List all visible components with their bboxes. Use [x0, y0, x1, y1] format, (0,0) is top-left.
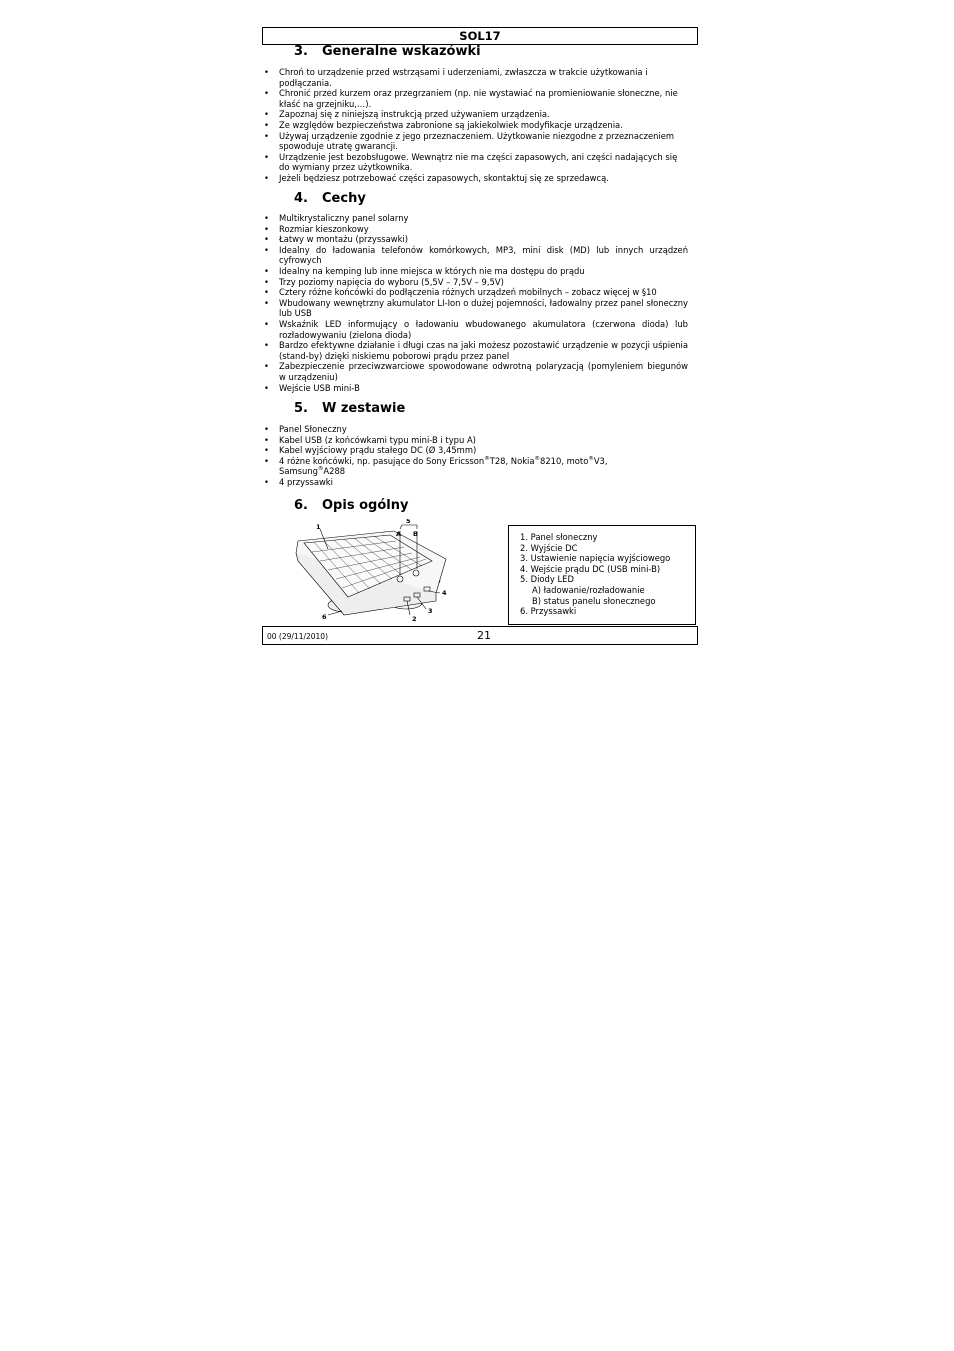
callout-6: 6 [322, 613, 327, 621]
model-name: SOL17 [459, 29, 501, 43]
callout-4: 4 [442, 589, 447, 597]
legend-item: 6. Przyssawki [520, 606, 577, 617]
page-footer [262, 626, 698, 645]
callout-b: B [413, 530, 418, 538]
list-item: • Jeżeli będziesz potrzebować części zapasowych, skontaktuj się ze sprzedawcą. [262, 173, 688, 184]
section-heading-3: 3. Generalne wskazówki [294, 44, 481, 59]
list-item: • Urządzenie jest bezobsługowe. Wewnątrz nie ma części zapasowych, ani części nadających się do wymiany przez użytkownika. [262, 152, 688, 173]
callout-2: 2 [412, 615, 417, 623]
callout-a: A [396, 530, 402, 538]
callout-1: 1 [316, 523, 321, 531]
section-heading-4: 4. Cechy [294, 191, 366, 206]
list-item-adapter-tips: • 4 różne końcówki, np. pasujące do Sony Ericsson®T28, Nokia®8210, moto®V3, Samsung®A288 [262, 456, 688, 477]
section-heading-6: 6. Opis ogólny [294, 498, 409, 513]
list-item: • Idealny na kemping lub inne miejsca w których nie ma dostępu do prądu [262, 266, 688, 277]
legend-item: 4. Wejście prądu DC (USB mini-B) [520, 563, 661, 574]
list-item: • Multikrystaliczny panel solarny [262, 213, 688, 224]
list-item: • Wbudowany wewnętrzny akumulator LI-Ion o dużej pojemności, ładowalny przez panel słoneczny lub USB [262, 298, 688, 319]
list-item: • Kabel wyjściowy prądu stałego DC (Ø 3,45mm) [262, 445, 688, 456]
page-header [262, 27, 698, 45]
list-features [262, 213, 688, 393]
list-item: • Ze względów bezpieczeństwa zabronione są jakiekolwiek modyfikacje urządzenia. [262, 120, 688, 131]
legend-item: 5. Diody LED [520, 574, 574, 585]
list-item: • Trzy poziomy napięcia do wyboru (5,5V – 7,5V – 9,5V) [262, 277, 688, 288]
list-item: • Cztery różne końcówki do podłączenia różnych urządzeń mobilnych – zobacz więcej w §10 [262, 287, 688, 298]
list-item: • Wejście USB mini-B [262, 383, 688, 394]
list-package-contents [262, 424, 688, 488]
list-item: • Zapoznaj się z niniejszą instrukcją przed używaniem urządzenia. [262, 109, 688, 120]
page-number: 21 [477, 629, 491, 642]
section-heading-5: 5. W zestawie [294, 401, 406, 416]
list-item: • 4 przyssawki [262, 477, 688, 488]
list-item: • Łatwy w montażu (przyssawki) [262, 234, 688, 245]
legend-subitem: A) ładowanie/rozładowanie [532, 584, 645, 595]
legend-item: 1. Panel słoneczny [520, 532, 598, 542]
list-item: • Zabezpieczenie przeciwzwarciowe spowodowane odwrotną polaryzacją (pomyleniem biegunów w urządzeniu) [262, 361, 688, 382]
list-item: • Chronić przed kurzem oraz przegrzaniem (np. nie wystawiać na promieniowanie słoneczne, nie kłaść na grzejniku,…). [262, 88, 688, 109]
figure-legend [508, 525, 696, 625]
list-item: • Panel Słoneczny [262, 424, 688, 435]
legend-subitem: B) status panelu słonecznego [532, 595, 656, 606]
list-item: • Bardzo efektywne działanie i długi czas na jaki możesz pozostawić urządzenie w pozycji uśpienia (stand-by) dzięki niskiemu poborowi prądu przez panel [262, 340, 688, 361]
list-item: • Używaj urządzenie zgodnie z jego przeznaczeniem. Użytkowanie niezgodne z przeznaczeniem spowoduje utratę gwarancji. [262, 131, 688, 152]
legend-item: 3. Ustawienie napięcia wyjściowego [520, 553, 671, 564]
list-item: • Wskaźnik LED informujący o ładowaniu wbudowanego akumulatora (czerwona dioda) lub rozładowywaniu (zielona dioda) [262, 319, 688, 340]
list-item: • Chroń to urządzenie przed wstrząsami i uderzeniami, zwłaszcza w trakcie użytkowania i podłączania. [262, 67, 688, 88]
callout-5: 5 [406, 519, 411, 525]
callout-3: 3 [428, 607, 433, 615]
solar-charger-illustration [286, 519, 476, 625]
list-general-guidelines [262, 67, 688, 184]
list-item: • Rozmiar kieszonkowy [262, 224, 688, 235]
legend-item: 2. Wyjście DC [520, 542, 578, 553]
revision-date: 00 (29/11/2010) [267, 632, 329, 641]
list-item: • Kabel USB (z końcówkami typu mini-B i typu A) [262, 435, 688, 446]
list-item: • Idealny do ładowania telefonów komórkowych, MP3, mini disk (MD) lub innych urządzeń cyfrowych [262, 245, 688, 266]
